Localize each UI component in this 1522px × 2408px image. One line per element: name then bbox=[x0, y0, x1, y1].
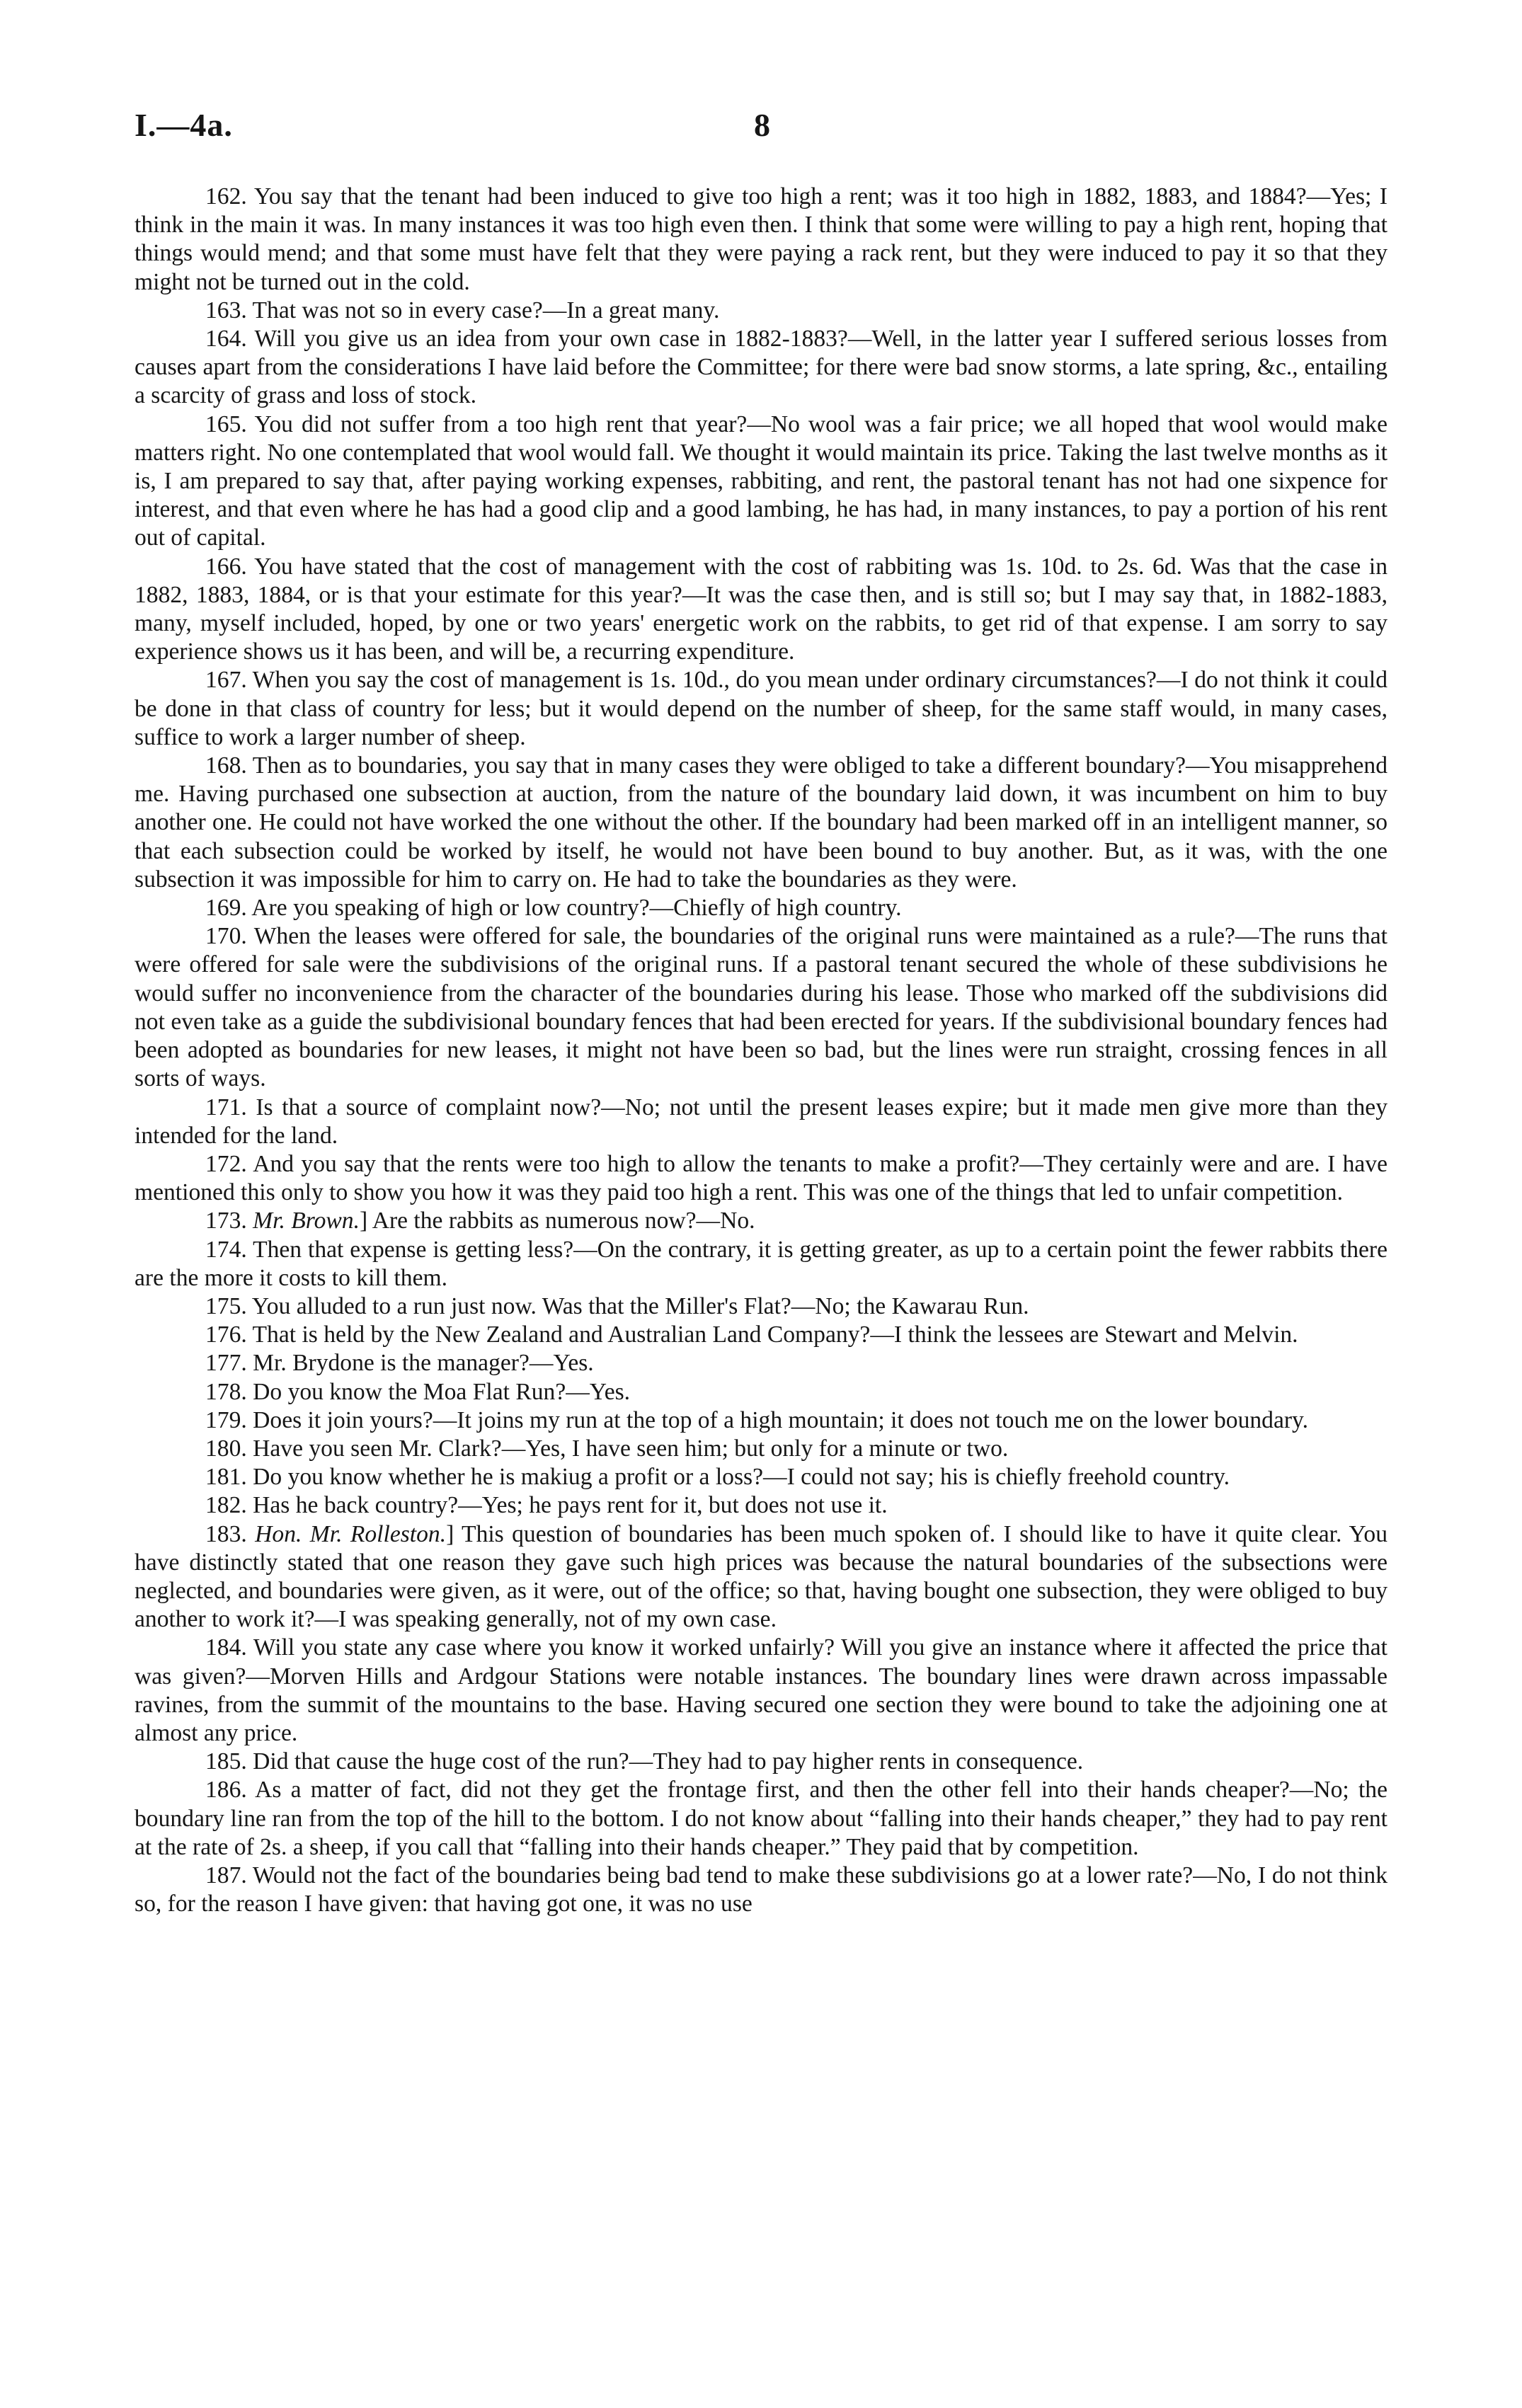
question-paragraph bbox=[135, 752, 1387, 894]
question-paragraph bbox=[135, 411, 1387, 553]
paragraph-text: 169. Are you speaking of high or low country?—Chiefly of high country. bbox=[205, 895, 902, 922]
paragraph-text: 168. Then as to boundaries, you say that in many cases they were obliged to take a different boundary?—You misapprehend me. Having purchased one subsection at auction, from the nature of the boundary laid down, it was incumbent on him to buy another one. He could not have worked the one without the other. If the boundary had been marked off in an intelligent manner, so that each subsection could be worked by itself, he would not have been bound to buy another. But, as it was, with the one subsection it was impossible for him to carry on. He had to take the boundaries as they were. bbox=[135, 752, 1387, 893]
paragraph-text: 171. Is that a source of complaint now?—No; not until the present leases expire; but it made men give more than they intended for the land. bbox=[135, 1094, 1387, 1149]
question-paragraph bbox=[135, 1292, 1387, 1321]
question-paragraph bbox=[135, 297, 1387, 325]
paragraph-text: 180. Have you seen Mr. Clark?—Yes, I have seen him; but only for a minute or two. bbox=[205, 1435, 1009, 1462]
paragraph-lead: 173. bbox=[205, 1208, 253, 1234]
paragraph-text: 178. Do you know the Moa Flat Run?—Yes. bbox=[205, 1378, 631, 1405]
paragraph-text: 186. As a matter of fact, did not they get the frontage first, and then the other fell into their hands cheaper?—No; the boundary line ran from the top of the hill to the bottom. I do not know about “falling into their hands cheaper,” they had to pay rent at the rate of 2s. a sheep, if you call that “falling into their hands cheaper.” They paid that by competition. bbox=[135, 1777, 1387, 1860]
page-header bbox=[135, 106, 1387, 163]
paragraph-text: 174. Then that expense is getting less?—On the contrary, it is getting greater, as up to a certain point the fewer rabbits there are the more it costs to kill them. bbox=[135, 1236, 1387, 1291]
paragraph-text: 181. Do you know whether he is makiug a profit or a loss?—I could not say; his is chiefly freehold country. bbox=[205, 1464, 1230, 1491]
paragraph-text: 166. You have stated that the cost of management with the cost of rabbiting was 1s. 10d. to 2s. 6d. Was that the case in 1882, 1883, 1884, or is that your estimate for this year?—It was the case then, and is still so; but I may say that, in 1882-1883, many, myself included, hoped, by one or two years' energetic work on the rabbits, to get rid of that expense. I am sorry to say experience shows us it has been, and will be, a recurring expenditure. bbox=[135, 553, 1387, 665]
paragraph-text: 175. You alluded to a run just now. Was that the Miller's Flat?—No; the Kawarau Run. bbox=[205, 1292, 1029, 1319]
question-paragraph bbox=[135, 1491, 1387, 1520]
question-paragraph bbox=[135, 1520, 1387, 1634]
document-body bbox=[135, 183, 1387, 1918]
paragraph-text: 177. Mr. Brydone is the manager?—Yes. bbox=[205, 1350, 594, 1377]
question-paragraph bbox=[135, 1207, 1387, 1235]
paragraph-lead: 183. bbox=[205, 1520, 256, 1547]
question-paragraph bbox=[135, 1862, 1387, 1918]
paragraph-text: 182. Has he back country?—Yes; he pays rent for it, but does not use it. bbox=[205, 1492, 888, 1519]
speaker-name: Mr. Brown. bbox=[253, 1208, 360, 1234]
question-paragraph bbox=[135, 666, 1387, 752]
question-paragraph bbox=[135, 1463, 1387, 1491]
paragraph-text: 167. When you say the cost of management is 1s. 10d., do you mean under ordinary circumstances?—I do not think it could be done in that class of country for less; but it would depend on the number of sheep, for the same staff would, in many cases, suffice to work a larger number of sheep. bbox=[135, 667, 1387, 750]
question-paragraph bbox=[135, 922, 1387, 1093]
speaker-name: Hon. Mr. Rolleston. bbox=[255, 1520, 447, 1547]
paragraph-text: 187. Would not the fact of the boundaries being bad tend to make these subdivisions go at a lower rate?—No, I do not think so, for the reason I have given: that having got one, it was no use bbox=[135, 1862, 1387, 1917]
question-paragraph bbox=[135, 325, 1387, 411]
question-paragraph bbox=[135, 553, 1387, 667]
paragraph-text: 184. Will you state any case where you know it worked unfairly? Will you give an instance where it affected the price that was given?—Morven Hills and Ardgour Stations were notable instances. The boundary lines were drawn across impassable ravines, from the summit of the mountains to the base. Having secured one section they were bound to take the adjoining one at almost any price. bbox=[135, 1634, 1387, 1746]
paragraph-text: 163. That was not so in every case?—In a great many. bbox=[205, 297, 720, 323]
paragraph-text: 164. Will you give us an idea from your own case in 1882-1883?—Well, in the latter year I suffered serious losses from causes apart from the considerations I have laid before the Committee; for there were bad snow storms, a late spring, &c., entailing a scarcity of grass and loss of stock. bbox=[135, 326, 1387, 409]
paragraph-text: 172. And you say that the rents were too high to allow the tenants to make a profit?—They certainly were and are. I have mentioned this only to show you how it was they paid too high a rent. This was one of the things that led to unfair competition. bbox=[135, 1150, 1387, 1206]
question-paragraph bbox=[135, 1748, 1387, 1776]
question-paragraph bbox=[135, 894, 1387, 922]
paragraph-text: 179. Does it join yours?—It joins my run at the top of a high mountain; it does not touch me on the lower boundary. bbox=[205, 1406, 1309, 1433]
question-paragraph bbox=[135, 183, 1387, 297]
question-paragraph bbox=[135, 1406, 1387, 1435]
question-paragraph bbox=[135, 1349, 1387, 1377]
question-paragraph bbox=[135, 1150, 1387, 1207]
paragraph-text: 170. When the leases were offered for sale, the boundaries of the original runs were maintained as a rule?—The runs that were offered for sale were the subdivisions of the original runs. If a pastoral tenant secured the whole of these subdivisions he would suffer no inconvenience from the character of the boundaries during his lease. Those who marked off the subdivisions did not even take as a guide the subdivisional boundary fences that had been erected for years. If the subdivisional boundary fences had been adopted as boundaries for new leases, it might not have been so bad, but the lines were run straight, crossing fences in all sorts of ways. bbox=[135, 923, 1387, 1092]
paragraph-text: 165. You did not suffer from a too high rent that year?—No wool was a fair price; we all hoped that wool would make matters right. No one contemplated that wool would fall. We thought it would maintain its price. Taking the last twelve months as it is, I am prepared to say that, after paying working expenses, rabbiting, and rent, the pastoral tenant has not had one sixpence for interest, and that even where he has had a good clip and a good lambing, he has had, in many instances, to pay a portion of his rent out of capital. bbox=[135, 411, 1387, 551]
question-paragraph bbox=[135, 1634, 1387, 1748]
question-paragraph bbox=[135, 1236, 1387, 1292]
question-paragraph bbox=[135, 1435, 1387, 1463]
question-paragraph bbox=[135, 1776, 1387, 1862]
paper-reference: I.—4a. bbox=[135, 107, 233, 143]
paragraph-text: ] Are the rabbits as numerous now?—No. bbox=[359, 1208, 755, 1234]
page-number: 8 bbox=[754, 107, 770, 143]
paragraph-text: ] This question of boundaries has been much spoken of. I should like to have it quite clear. You have distinctly stated that one reason they gave such high prices was because the natural boundaries of the subsections were neglected, and boundaries were given, as it were, out of the office; so that, having bought one subsection, they were obliged to buy another to work it?—I was speaking generally, not of my own case. bbox=[135, 1520, 1387, 1633]
question-paragraph bbox=[135, 1378, 1387, 1406]
paragraph-text: 185. Did that cause the huge cost of the run?—They had to pay higher rents in consequence. bbox=[205, 1748, 1084, 1775]
paragraph-text: 176. That is held by the New Zealand and Australian Land Company?—I think the lessees are Stewart and Melvin. bbox=[205, 1321, 1298, 1348]
paragraph-text: 162. You say that the tenant had been induced to give too high a rent; was it too high in 1882, 1883, and 1884?—Yes; I think in the main it was. In many instances it was too high even then. I think that some were willing to pay a high rent, hoping that things would mend; and that some must have felt that they were paying a rack rent, but they were induced to pay it so that they might not be turned out in the cold. bbox=[135, 183, 1387, 295]
question-paragraph bbox=[135, 1321, 1387, 1349]
question-paragraph bbox=[135, 1094, 1387, 1150]
